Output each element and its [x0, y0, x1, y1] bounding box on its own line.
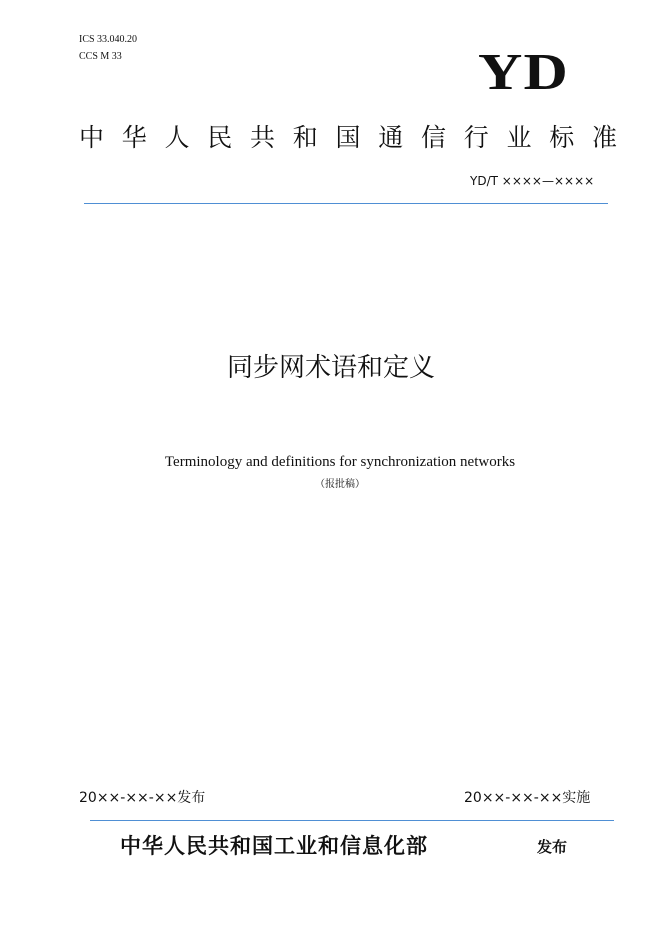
- draft-status: （报批稿）: [315, 479, 365, 490]
- standard-number: YD/T ××××—××××: [470, 174, 595, 188]
- issue-date: 20××-××-××发布: [79, 790, 206, 806]
- publisher-name: 中华人民共和国工业和信息化部: [120, 834, 428, 858]
- yd-logo: YD: [478, 44, 569, 101]
- ccs-code: CCS M 33: [79, 51, 122, 62]
- industry-standard-heading: 中华人民共和国通信行业标准: [79, 123, 617, 152]
- english-title: Terminology and definitions for synchronization networks: [164, 454, 516, 470]
- publish-label: 发布: [537, 838, 568, 856]
- ics-code: ICS 33.040.20: [79, 34, 138, 45]
- chinese-title: 同步网术语和定义: [226, 353, 435, 383]
- bottom-divider: [90, 820, 614, 821]
- top-divider: [84, 203, 608, 204]
- implementation-date: 20××-××-××实施: [464, 790, 591, 806]
